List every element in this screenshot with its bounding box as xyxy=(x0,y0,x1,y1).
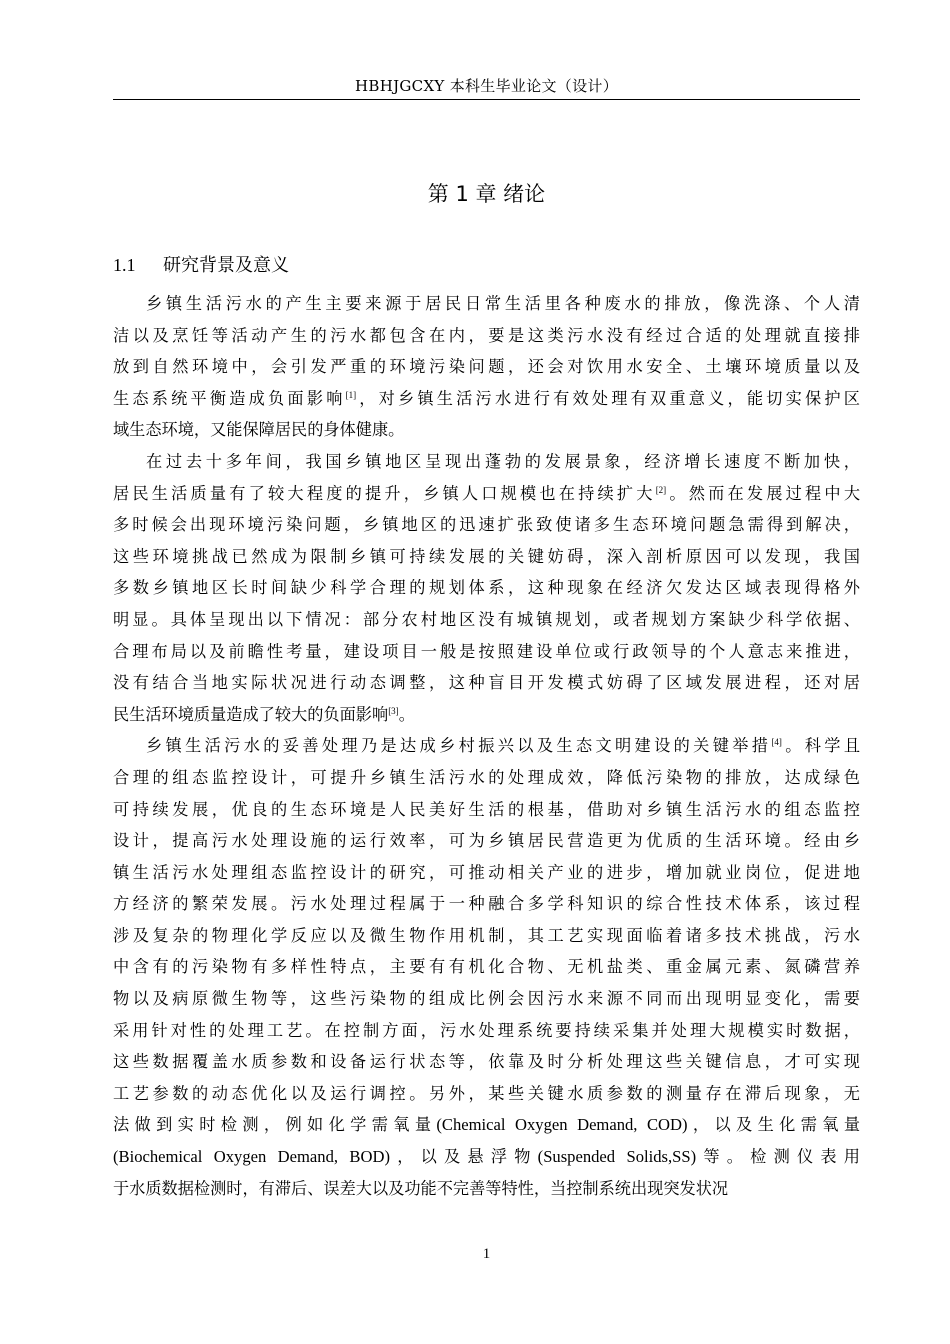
paragraph xyxy=(113,730,860,1204)
text-line: 在过去十多年间，我国乡镇地区呈现出蓬勃的发展景象，经济增长速度不断加快， xyxy=(146,451,860,471)
text-line: 设计，提高污水处理设施的运行效率，可为乡镇居民营造更为优质的生活环境。经由乡 xyxy=(113,831,860,851)
text-line: 物以及病原微生物等，这些污染物的组成比例会因污水来源不同而出现明显变化，需要 xyxy=(113,989,860,1009)
section-number: 1.1 xyxy=(113,255,136,275)
page-header: HBHJGCXY 本科生毕业论文（设计） xyxy=(354,77,618,95)
text-line: 工艺参数的动态优化以及运行调控。另外，某些关键水质参数的测量存在滞后现象，无 xyxy=(113,1083,860,1103)
citation-ref: [1] xyxy=(345,389,357,400)
citation-ref: [2] xyxy=(655,484,667,495)
text-line: 多数乡镇地区长时间缺少科学合理的规划体系，这种现象在经济欠发达区域表现得格外 xyxy=(113,578,860,598)
text-line: 没有结合当地实际状况进行动态调整，这种盲目开发模式妨碍了区域发展进程，还对居 xyxy=(113,673,860,693)
text-line: (Biochemical Oxygen Demand, BOD)，以及悬浮物(Suspended Solids,SS)等。检测仪表用 xyxy=(113,1147,860,1167)
text-line: 多时候会出现环境污染问题，乡镇地区的迅速扩张致使诸多生态环境问题急需得到解决， xyxy=(113,515,860,535)
text-line: 居民生活质量有了较大程度的提升，乡镇人口规模也在持续扩大[2]。然而在发展过程中大 xyxy=(113,483,861,503)
paragraph xyxy=(113,288,860,446)
text-line: 放到自然环境中，会引发严重的环境污染问题，还会对饮用水安全、土壤环境质量以及 xyxy=(113,357,860,377)
text-line: 合理的组态监控设计，可提升乡镇生活污水的处理成效，降低污染物的排放，达成绿色 xyxy=(113,767,860,787)
text-line: 镇生活污水处理组态监控设计的研究，可推动相关产业的进步，增加就业岗位，促进地 xyxy=(113,862,860,882)
text-line: 中含有的污染物有多样性特点，主要有有机化合物、无机盐类、重金属元素、氮磷营养 xyxy=(113,957,860,977)
section-title: 研究背景及意义 xyxy=(163,255,289,276)
text-line: 法做到实时检测，例如化学需氧量(Chemical Oxygen Demand, COD)，以及生化需氧量 xyxy=(113,1115,861,1135)
text-line: 这些数据覆盖水质参数和设备运行状态等，依靠及时分析处理这些关键信息，才可实现 xyxy=(113,1052,860,1072)
text-line: 乡镇生活污水的妥善处理乃是达成乡村振兴以及生态文明建设的关键举措[4]。科学且 xyxy=(146,736,861,756)
text-line: 域生态环境，又能保障居民的身体健康。 xyxy=(113,420,405,440)
text-line: 明显。具体呈现出以下情况：部分农村地区没有城镇规划，或者规划方案缺少科学依据、 xyxy=(113,609,860,629)
section-heading xyxy=(113,251,289,280)
text-line: 采用针对性的处理工艺。在控制方面，污水处理系统要持续采集并处理大规模实时数据， xyxy=(113,1020,860,1040)
text-line: 洁以及烹饪等活动产生的污水都包含在内，要是这类污水没有经过合适的处理就直接排 xyxy=(113,325,860,345)
text-line: 民生活环境质量造成了较大的负面影响[3]。 xyxy=(113,704,415,724)
citation-ref: [3] xyxy=(388,705,399,716)
header-rule xyxy=(113,99,860,100)
text-line: 这些环境挑战已然成为限制乡镇可持续发展的关键妨碍，深入剖析原因可以发现，我国 xyxy=(113,546,860,566)
chapter-title: 第 1 章 绪论 xyxy=(427,182,546,206)
text-line: 方经济的繁荣发展。污水处理过程属于一种融合多学科知识的综合性技术体系，该过程 xyxy=(113,894,860,914)
body-text xyxy=(113,288,860,1204)
citation-ref: [4] xyxy=(771,737,782,748)
text-line: 合理布局以及前瞻性考量，建设项目一般是按照建设单位或行政领导的个人意志来推进， xyxy=(113,641,860,661)
text-line: 可持续发展，优良的生态环境是人民美好生活的根基，借助对乡镇生活污水的组态监控 xyxy=(113,799,860,819)
paragraph xyxy=(113,446,860,730)
text-line: 于水质数据检测时，有滞后、误差大以及功能不完善等特性，当控制系统出现突发状况 xyxy=(113,1178,729,1198)
text-line: 涉及复杂的物理化学反应以及微生物作用机制，其工艺实现面临着诸多技术挑战，污水 xyxy=(113,925,860,945)
text-line: 乡镇生活污水的产生主要来源于居民日常生活里各种废水的排放，像洗涤、个人清 xyxy=(146,294,860,313)
page-number: 1 xyxy=(482,1246,491,1262)
text-line: 生态系统平衡造成负面影响[1]，对乡镇生活污水进行有效处理有双重意义，能切实保护区 xyxy=(113,388,860,408)
